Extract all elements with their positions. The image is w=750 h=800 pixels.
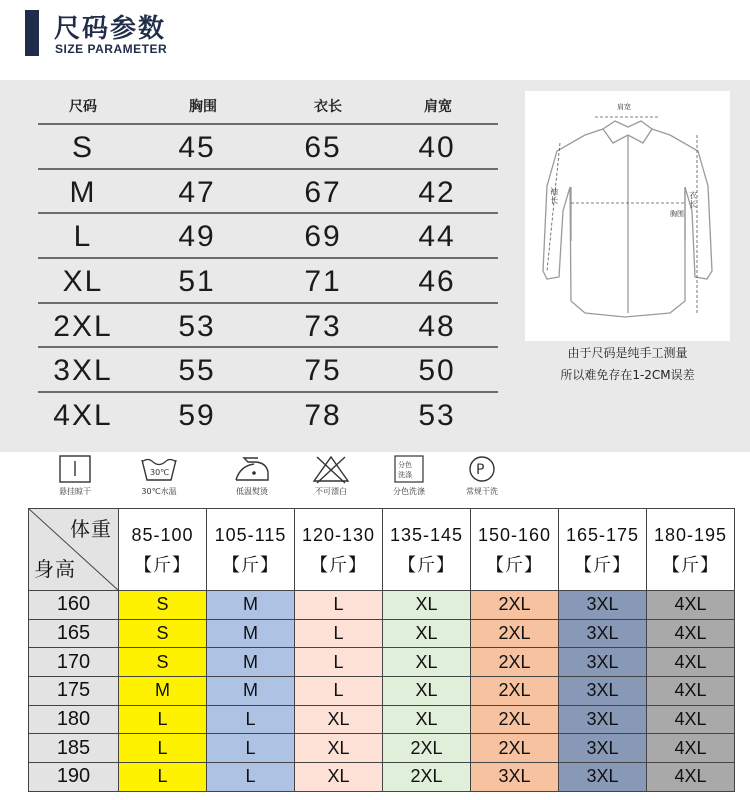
length-value: 71 <box>304 265 342 299</box>
dry-clean-icon <box>465 454 499 484</box>
size-cell: XL <box>295 734 383 763</box>
height-cell: 170 <box>29 648 119 677</box>
weight-range: 135-145 <box>389 524 464 545</box>
size-cell: 4XL <box>647 619 735 648</box>
care-hang-dry <box>40 452 110 497</box>
header-accent-bar <box>25 10 39 56</box>
size-cell: 2XL <box>471 677 559 706</box>
size-cell: XL <box>383 591 471 620</box>
weight-column-header <box>207 509 295 591</box>
chest-value: 49 <box>178 220 216 254</box>
table-corner-cell <box>29 509 119 591</box>
size-value: 4XL <box>53 399 113 433</box>
weight-unit: 【斤】 <box>398 554 455 575</box>
size-cell: L <box>119 763 207 792</box>
size-cell: M <box>207 648 295 677</box>
care-label: 悬挂晾干 <box>59 487 91 496</box>
size-row <box>38 304 498 349</box>
size-cell: L <box>119 705 207 734</box>
size-cell: L <box>207 705 295 734</box>
care-instructions <box>40 452 540 504</box>
size-cell: 4XL <box>647 591 735 620</box>
weight-column-header <box>295 509 383 591</box>
size-cell: 3XL <box>559 591 647 620</box>
size-row <box>38 259 498 304</box>
size-cell: 2XL <box>471 734 559 763</box>
length-value: 65 <box>304 131 342 164</box>
table-row <box>29 705 735 734</box>
shoulder-value: 53 <box>418 399 456 433</box>
wash-30-icon <box>139 454 179 484</box>
table-row <box>29 648 735 677</box>
table-row <box>29 734 735 763</box>
weight-range: 180-195 <box>653 524 728 545</box>
size-row <box>38 348 498 393</box>
weight-unit: 【斤】 <box>222 554 279 575</box>
care-label: 分色洗涤 <box>393 487 425 496</box>
size-cell: L <box>295 619 383 648</box>
size-table-header <box>38 88 498 125</box>
svg-text:P: P <box>476 462 485 478</box>
note-line-2: 所以难免存在1-2CM误差 <box>560 368 695 382</box>
size-cell: M <box>207 591 295 620</box>
size-cell: S <box>119 648 207 677</box>
care-dry-clean <box>447 452 517 497</box>
size-cell: XL <box>295 705 383 734</box>
shirt-diagram-icon <box>525 91 730 341</box>
measurement-note <box>525 342 730 386</box>
size-cell: XL <box>383 648 471 677</box>
header <box>0 0 750 70</box>
size-value: 2XL <box>53 309 113 343</box>
size-value: XL <box>62 265 104 299</box>
size-cell: 2XL <box>471 648 559 677</box>
diagram-length-label: 衣长 <box>689 191 697 209</box>
weight-range: 105-115 <box>214 524 287 545</box>
weight-range: 85-100 <box>131 524 194 545</box>
shoulder-value: 42 <box>418 175 456 209</box>
svg-text:30℃: 30℃ <box>150 468 170 477</box>
size-cell: 2XL <box>471 619 559 648</box>
size-cell: XL <box>383 705 471 734</box>
size-cell: L <box>207 763 295 792</box>
size-parameter-table <box>38 88 498 438</box>
header-length: 衣长 <box>314 99 342 115</box>
size-cell: 2XL <box>471 591 559 620</box>
diagram-sleeve-label: 袖长 <box>550 187 558 205</box>
size-recommendation-table <box>28 508 735 792</box>
size-cell: L <box>295 591 383 620</box>
chest-value: 51 <box>178 265 216 299</box>
page-title: 尺码参数 <box>54 14 167 44</box>
header-chest: 胸围 <box>189 99 217 115</box>
size-cell: XL <box>383 619 471 648</box>
corner-weight-label: 体重 <box>70 519 112 541</box>
chest-value: 47 <box>178 175 216 209</box>
shirt-measurement-diagram <box>525 91 730 341</box>
size-cell: M <box>207 619 295 648</box>
weight-column-header <box>119 509 207 591</box>
diagram-shoulder-label: 肩宽 <box>617 103 631 111</box>
size-cell: 3XL <box>471 763 559 792</box>
size-cell: M <box>119 677 207 706</box>
weight-column-header <box>471 509 559 591</box>
chest-value: 55 <box>178 354 216 388</box>
size-cell: L <box>119 734 207 763</box>
height-cell: 180 <box>29 705 119 734</box>
weight-unit: 【斤】 <box>574 554 631 575</box>
weight-column-header <box>383 509 471 591</box>
shoulder-value: 40 <box>418 131 456 164</box>
length-value: 75 <box>304 354 342 388</box>
weight-unit: 【斤】 <box>310 554 367 575</box>
size-cell: L <box>207 734 295 763</box>
size-row <box>38 125 498 170</box>
size-row <box>38 393 498 438</box>
care-label: 常规干洗 <box>466 487 498 496</box>
care-label: 30℃水温 <box>141 487 177 496</box>
size-cell: 3XL <box>559 763 647 792</box>
no-bleach-icon <box>311 454 351 484</box>
size-cell: 4XL <box>647 763 735 792</box>
size-value: M <box>69 175 97 209</box>
header-size: 尺码 <box>69 99 97 115</box>
hang-dry-icon <box>58 454 92 484</box>
shoulder-value: 44 <box>418 220 456 254</box>
corner-height-label: 身高 <box>34 559 76 581</box>
chest-value: 53 <box>178 309 216 343</box>
table-row <box>29 619 735 648</box>
size-cell: 3XL <box>559 677 647 706</box>
size-cell: M <box>207 677 295 706</box>
size-cell: 4XL <box>647 705 735 734</box>
size-cell: XL <box>383 677 471 706</box>
size-cell: 4XL <box>647 734 735 763</box>
size-value: S <box>71 131 94 164</box>
care-label: 低温熨烫 <box>236 487 268 496</box>
size-value: 3XL <box>53 354 113 388</box>
size-cell: 3XL <box>559 648 647 677</box>
diagram-chest-label: 胸围 <box>670 210 684 218</box>
size-cell: 3XL <box>559 734 647 763</box>
height-cell: 185 <box>29 734 119 763</box>
size-cell: S <box>119 591 207 620</box>
length-value: 78 <box>304 399 342 433</box>
size-cell: 4XL <box>647 677 735 706</box>
size-cell: 2XL <box>471 705 559 734</box>
size-cell: L <box>295 648 383 677</box>
care-iron-low <box>217 452 287 497</box>
weight-range: 165-175 <box>565 524 640 545</box>
size-row <box>38 214 498 259</box>
table-row <box>29 591 735 620</box>
care-wash-30 <box>124 452 194 497</box>
iron-low-icon <box>232 454 272 484</box>
header-shoulder: 肩宽 <box>424 99 452 115</box>
weight-range: 120-130 <box>301 524 376 545</box>
length-value: 69 <box>304 220 342 254</box>
weight-unit: 【斤】 <box>662 554 719 575</box>
svg-text:分色: 分色 <box>398 461 412 469</box>
height-cell: 190 <box>29 763 119 792</box>
weight-column-header <box>647 509 735 591</box>
size-cell: L <box>295 677 383 706</box>
chest-value: 59 <box>178 399 216 433</box>
care-no-bleach <box>296 452 366 497</box>
shoulder-value: 50 <box>418 354 456 388</box>
size-row <box>38 170 498 215</box>
shoulder-value: 48 <box>418 309 456 343</box>
size-cell: XL <box>295 763 383 792</box>
separate-wash-icon <box>392 454 426 484</box>
size-cell: 4XL <box>647 648 735 677</box>
size-cell: S <box>119 619 207 648</box>
height-cell: 165 <box>29 619 119 648</box>
weight-column-header <box>559 509 647 591</box>
size-value: L <box>73 220 93 254</box>
table-row <box>29 763 735 792</box>
care-separate-wash <box>374 452 444 497</box>
page-subtitle: SIZE PARAMETER <box>55 42 168 56</box>
shoulder-value: 46 <box>418 265 456 299</box>
size-cell: 2XL <box>383 763 471 792</box>
weight-unit: 【斤】 <box>486 554 543 575</box>
care-label: 不可漂白 <box>315 487 347 496</box>
note-line-1: 由于尺码是纯手工测量 <box>567 346 688 360</box>
size-cell: 3XL <box>559 619 647 648</box>
weight-unit: 【斤】 <box>134 554 191 575</box>
table-row <box>29 677 735 706</box>
size-cell: 2XL <box>383 734 471 763</box>
chest-value: 45 <box>178 131 216 164</box>
length-value: 67 <box>304 175 342 209</box>
length-value: 73 <box>304 309 342 343</box>
svg-text:洗涤: 洗涤 <box>398 471 412 479</box>
weight-range: 150-160 <box>477 524 552 545</box>
size-cell: 3XL <box>559 705 647 734</box>
height-cell: 160 <box>29 591 119 620</box>
height-cell: 175 <box>29 677 119 706</box>
